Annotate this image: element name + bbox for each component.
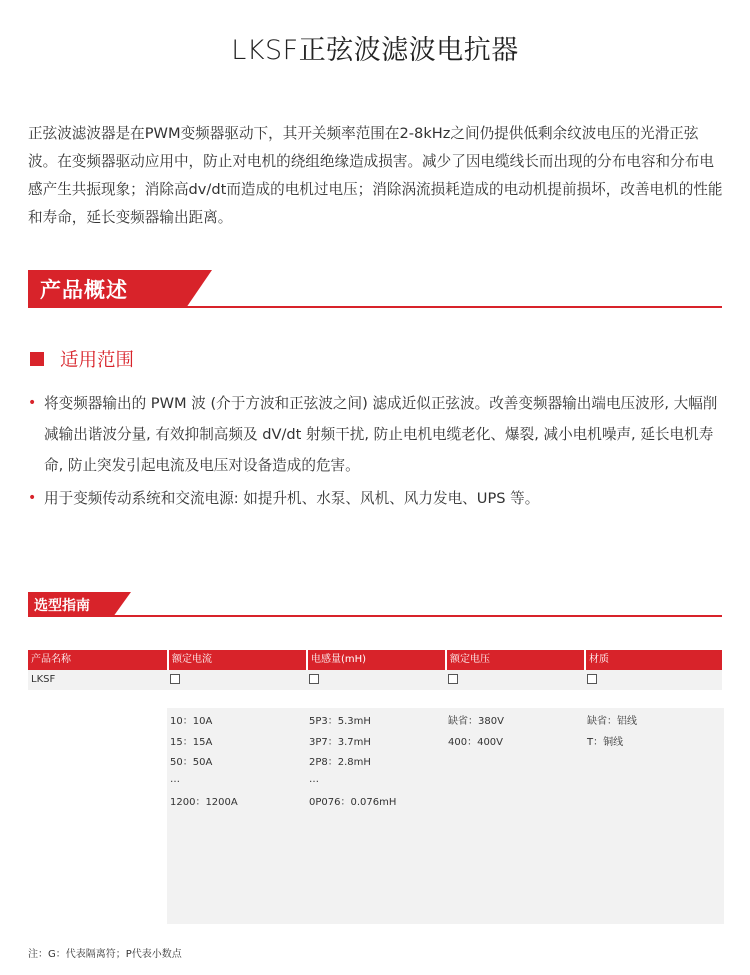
inductance-option: 5P3：5.3mH bbox=[309, 716, 371, 727]
column-rated-voltage: 额定电压 bbox=[445, 650, 584, 670]
application-item-2 bbox=[28, 483, 722, 514]
square-bullet-icon bbox=[30, 352, 44, 366]
current-option: 1200：1200A bbox=[170, 797, 238, 808]
column-inductance: 电感量(mH) bbox=[306, 650, 445, 670]
application-item-1 bbox=[28, 388, 722, 481]
current-option: … bbox=[170, 774, 180, 785]
bullet-dot-icon: • bbox=[28, 490, 37, 506]
inductance-checkbox[interactable] bbox=[309, 674, 319, 684]
footnote: 注：G：代表隔离符；P代表小数点 bbox=[28, 949, 182, 960]
inductance-option: 3P7：3.7mH bbox=[309, 737, 371, 748]
column-rated-current: 额定电流 bbox=[167, 650, 306, 670]
application-item-text: 将变频器输出的 PWM 波 (介于方波和正弦波之间) 滤成近似正弦波。改善变频器输出端电压波形, 大幅削减输出谐波分量, 有效抑制高频及 dV/dt 射频干扰, 防止电机电缆老化、爆裂, 减小电机噪声, 延长电机寿命, 防止突发引起电流及电压对设备造成的危害。 bbox=[44, 395, 718, 474]
voltage-option: 400：400V bbox=[448, 737, 504, 748]
overview-banner bbox=[28, 270, 722, 308]
column-material: 材质 bbox=[584, 650, 722, 670]
bullet-dot-icon: • bbox=[28, 395, 37, 411]
current-option: 15：15A bbox=[170, 737, 213, 748]
current-option: 10：10A bbox=[170, 716, 213, 727]
application-subheading bbox=[30, 346, 134, 372]
overview-banner-tip bbox=[186, 270, 212, 308]
selection-heading: 选型指南 bbox=[34, 598, 90, 614]
selection-banner bbox=[28, 592, 722, 617]
voltage-option: 缺省：380V bbox=[448, 716, 504, 727]
selection-banner-line bbox=[28, 615, 722, 617]
selection-table-row bbox=[28, 670, 722, 690]
inductance-option: 2P8：2.8mH bbox=[309, 757, 371, 768]
inductance-option: 0P076：0.076mH bbox=[309, 797, 397, 808]
application-list bbox=[28, 388, 722, 514]
application-heading: 适用范围 bbox=[60, 350, 135, 371]
material-checkbox[interactable] bbox=[587, 674, 597, 684]
material-option: 缺省：铝线 bbox=[587, 716, 637, 727]
selection-banner-tip bbox=[113, 592, 131, 617]
inductance-option: … bbox=[309, 774, 319, 785]
application-item-text: 用于变频传动系统和交流电源: 如提升机、水泵、风机、风力发电、UPS 等。 bbox=[44, 490, 540, 507]
page-title: LKSF正弦波滤波电抗器 bbox=[231, 35, 519, 66]
material-option: T：铜线 bbox=[587, 737, 624, 748]
current-option: 50：50A bbox=[170, 757, 213, 768]
selection-table-header bbox=[28, 650, 722, 670]
column-product-name: 产品名称 bbox=[31, 654, 71, 665]
product-name-cell: LKSF bbox=[31, 674, 56, 685]
voltage-checkbox[interactable] bbox=[448, 674, 458, 684]
intro-paragraph: 正弦波滤波器是在PWM变频器驱动下，其开关频率范围在2-8kHz之间仍提供低剩余纹波电压的光滑正弦波。在变频器驱动应用中，防止对电机的绕组绝缘造成损害。减少了因电缆线长而出现的分布电容和分布电感产生共振现象；消除高dv/dt而造成的电机过电压；消除涡流损耗造成的电动机提前损坏，改善电机的性能和寿命，延长变频器输出距离。 bbox=[28, 125, 723, 226]
overview-banner-line bbox=[28, 306, 722, 308]
overview-heading: 产品概述 bbox=[40, 278, 128, 302]
current-checkbox[interactable] bbox=[170, 674, 180, 684]
